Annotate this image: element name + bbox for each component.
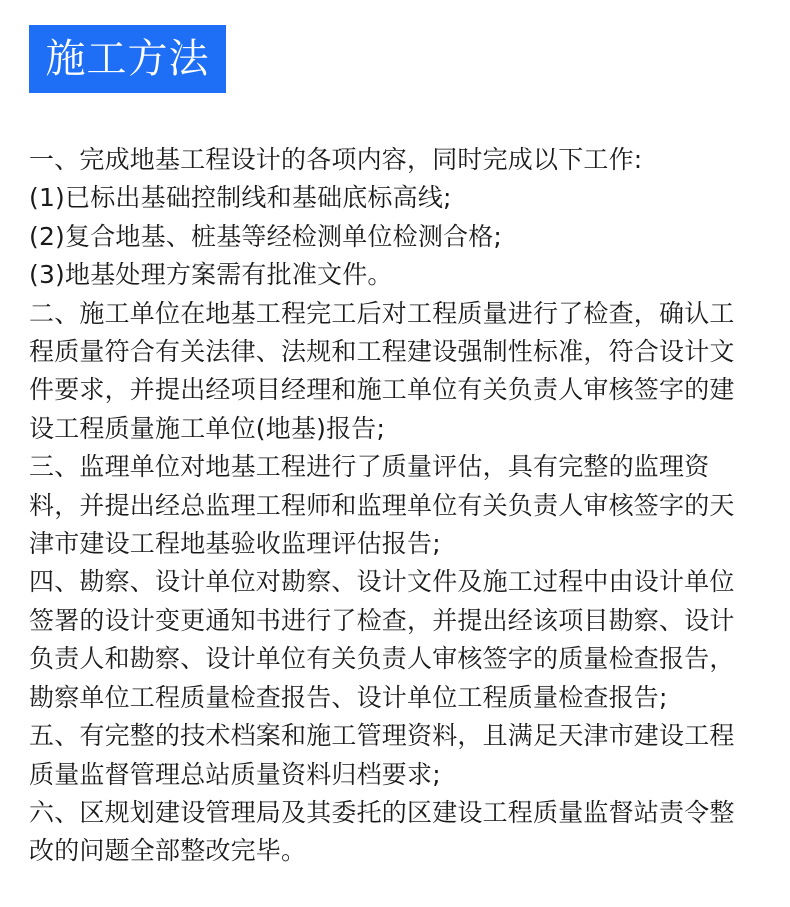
text-line: 六、区规划建设管理局及其委托的区建设工程质量监督站责令整 (29, 797, 735, 827)
text-line: 料，并提出经总监理工程师和监理单位有关负责人审核签字的天 (29, 490, 735, 520)
text-line: 质量监督管理总站质量资料归档要求; (29, 759, 441, 789)
text-line: 一、完成地基工程设计的各项内容，同时完成以下工作: (29, 145, 643, 174)
text-line: 二、施工单位在地基工程完工后对工程质量进行了检查，确认工 (29, 298, 735, 328)
text-line: (1)已标出基础控制线和基础底标高线; (29, 183, 452, 213)
text-line: 程质量符合有关法律、法规和工程建设强制性标准，符合设计文 (29, 337, 735, 367)
text-line: (2)复合地基、桩基等经检测单位检测合格; (29, 221, 503, 251)
text-line: 设工程质量施工单位(地基)报告; (29, 413, 386, 443)
text-line: (3)地基处理方案需有批准文件。 (29, 260, 393, 290)
text-line: 负责人和勘察、设计单位有关负责人审核签字的质量检查报告， (29, 644, 735, 674)
body-text (29, 141, 764, 871)
page-title: 施工方法 (29, 25, 226, 93)
text-line: 四、勘察、设计单位对勘察、设计文件及施工过程中由设计单位 (29, 567, 735, 597)
text-line: 签署的设计变更通知书进行了检查，并提出经该项目勘察、设计 (29, 605, 735, 635)
text-line: 津市建设工程地基验收监理评估报告; (29, 529, 441, 559)
text-line: 三、监理单位对地基工程进行了质量评估，具有完整的监理资 (29, 452, 710, 482)
text-line: 勘察单位工程质量检查报告、设计单位工程质量检查报告; (29, 682, 668, 712)
text-line: 件要求，并提出经项目经理和施工单位有关负责人审核签字的建 (29, 375, 735, 405)
text-line: 五、有完整的技术档案和施工管理资料，且满足天津市建设工程 (29, 721, 735, 751)
text-line: 改的问题全部整改完毕。 (29, 836, 307, 866)
